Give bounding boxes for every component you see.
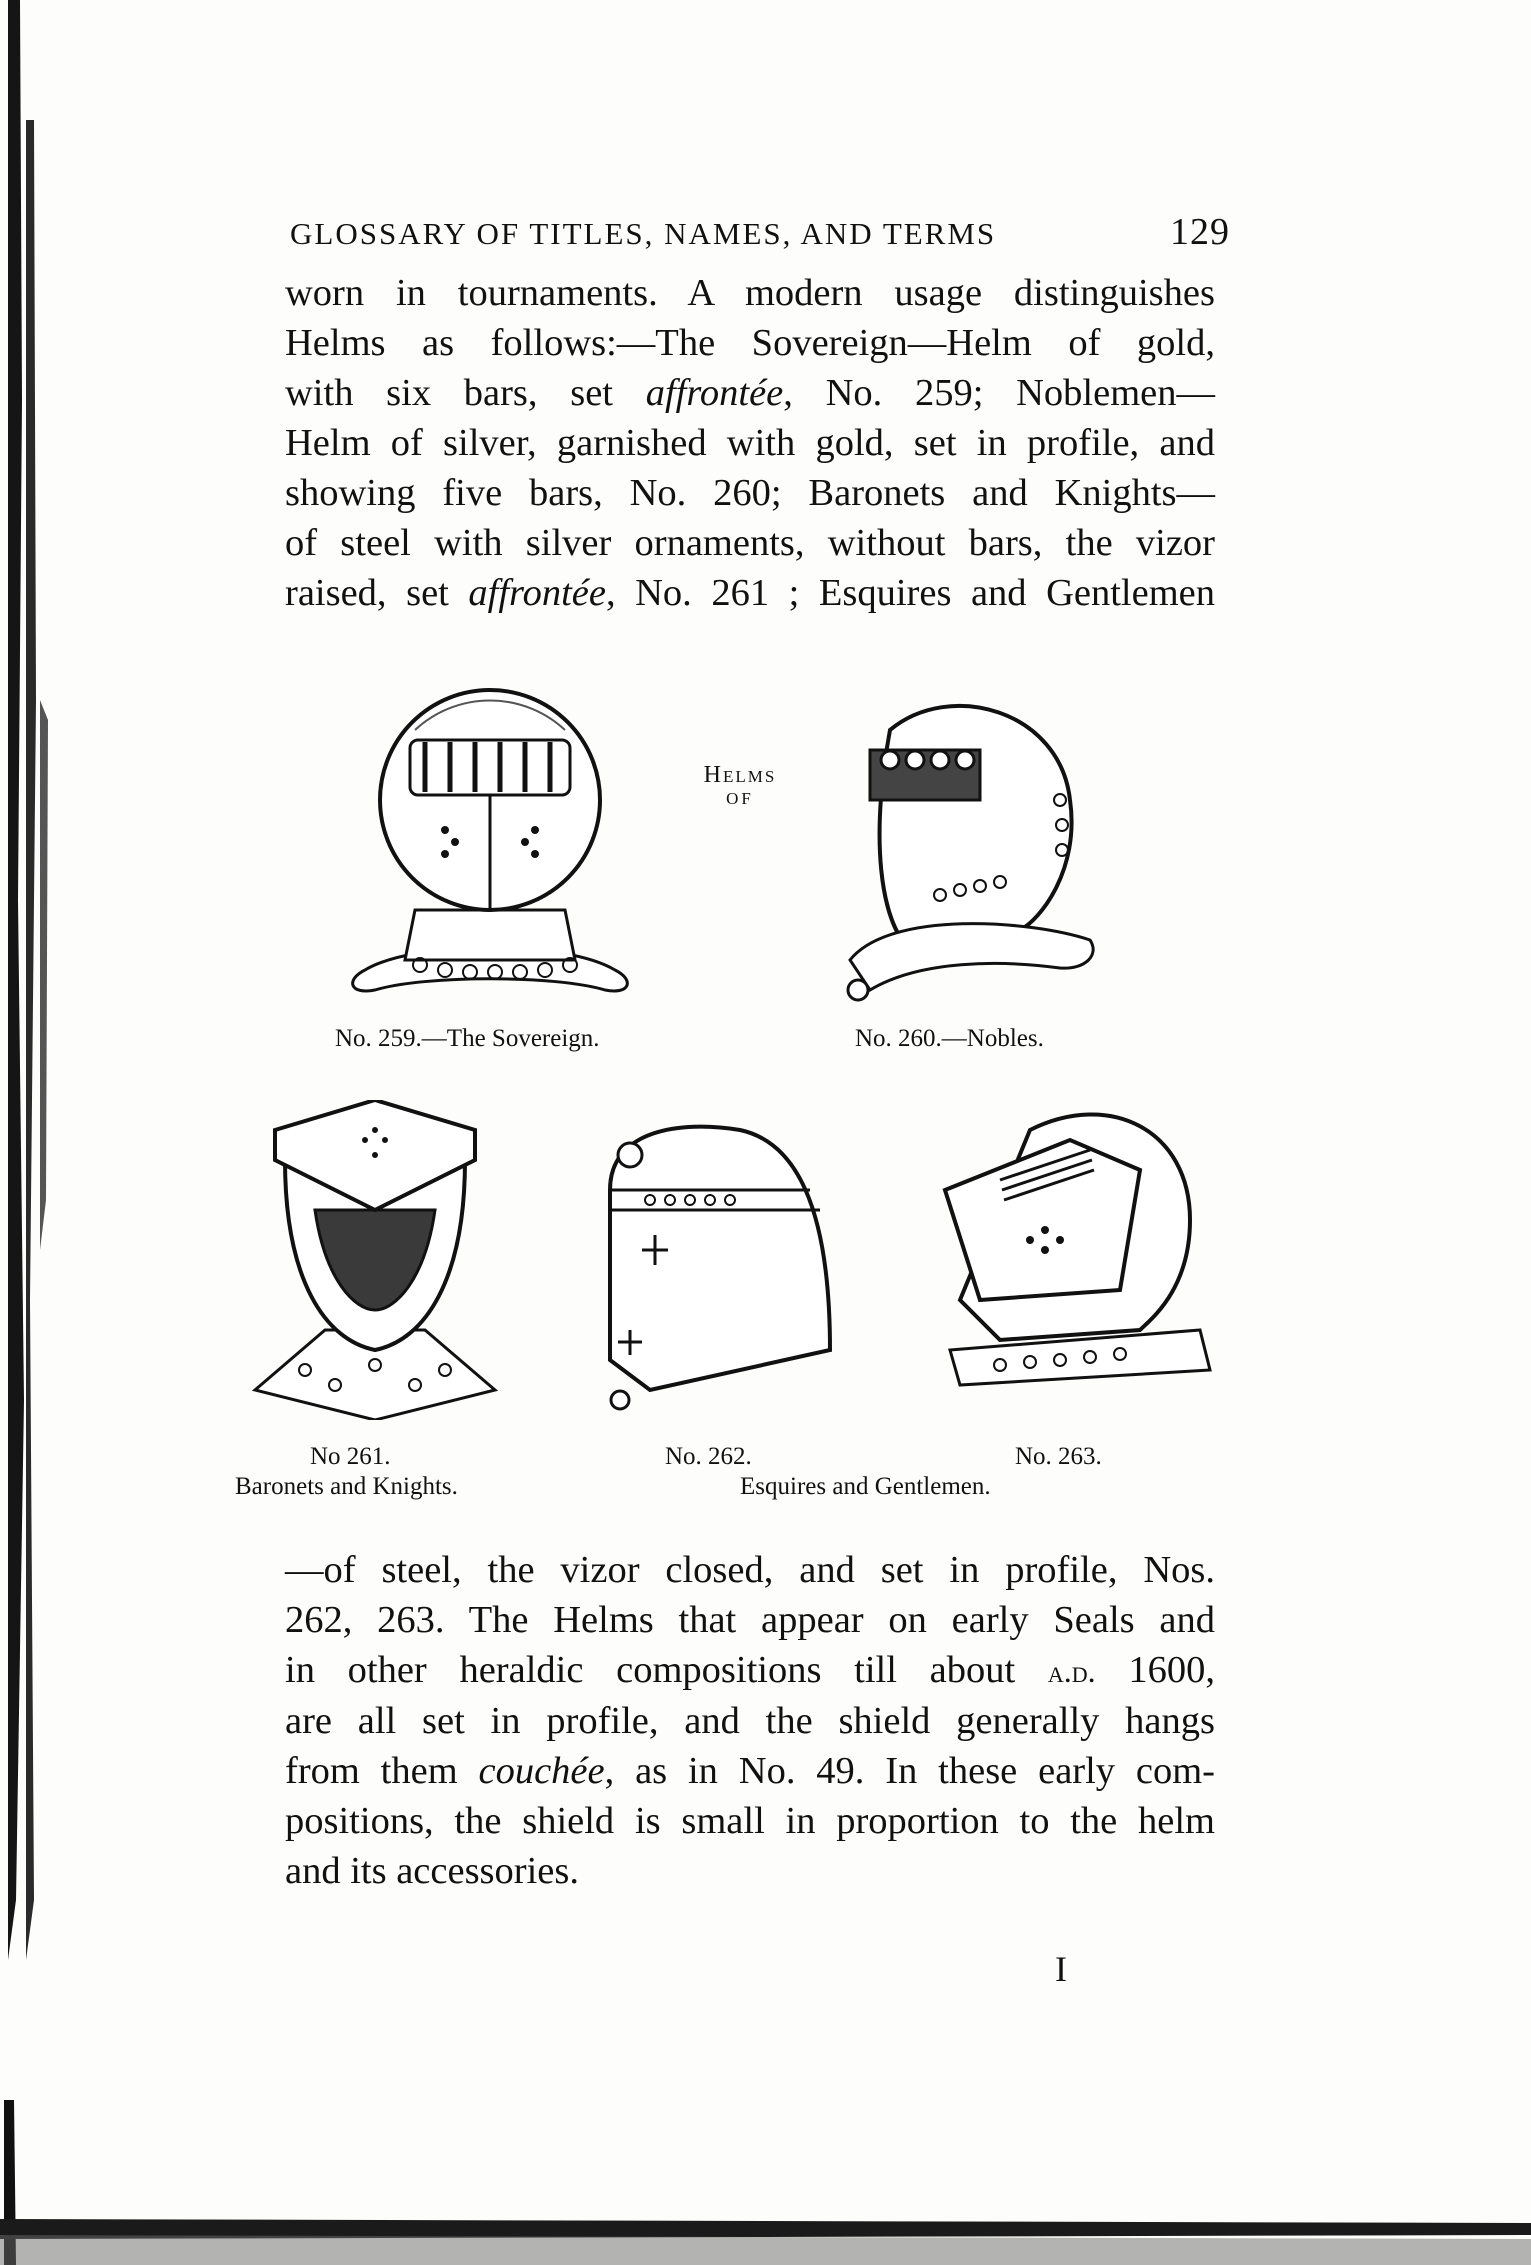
text-line: from them couchée, as in No. 49. In these early com- [285, 1750, 1215, 1792]
caption-262-263-description: Esquires and Gentlemen. [740, 1473, 991, 1500]
caption-261-number: No 261. [310, 1443, 391, 1470]
helm-260-illustration [830, 690, 1110, 1010]
text-line: —of steel, the vizor closed, and set in profile, Nos. [285, 1549, 1215, 1591]
running-head [290, 210, 1230, 254]
text-line: showing five bars, No. 260; Baronets and Knights— [285, 472, 1215, 514]
text-line: of steel with silver ornaments, without bars, the vizor [285, 522, 1215, 564]
text-line: 262, 263. The Helms that appear on early Seals and [285, 1599, 1215, 1641]
page-number: 129 [1170, 211, 1230, 253]
text-line: Helm of silver, garnished with gold, set in profile, and [285, 422, 1215, 464]
binding-edge [0, 0, 70, 2265]
text-line: and its accessories. [285, 1850, 579, 1892]
caption-262-number: No. 262. [665, 1443, 752, 1470]
text-line: Helms as follows:—The Sovereign—Helm of gold, [285, 322, 1215, 364]
text-line: in other heraldic compositions till about a.d. 1600, [285, 1649, 1215, 1691]
italic-term: couchée [478, 1750, 605, 1792]
signature-mark: I [1055, 1949, 1067, 1989]
text-line: with six bars, set affrontée, No. 259; Noblemen— [285, 372, 1215, 414]
caption-261-description: Baronets and Knights. [235, 1473, 458, 1500]
figure-label: Helms OF [703, 762, 777, 808]
paragraph-1 [285, 268, 1215, 618]
text-line: raised, set affrontée, No. 261 ; Esquires and Gentlemen [285, 572, 1215, 614]
caption-263-number: No. 263. [1015, 1443, 1102, 1470]
page-bottom-edge [0, 2195, 1531, 2265]
italic-term: affrontée [468, 572, 606, 614]
helm-262-illustration [590, 1120, 840, 1420]
header-title: GLOSSARY OF TITLES, NAMES, AND TERMS [290, 216, 997, 251]
text-line: worn in tournaments. A modern usage distinguishes [285, 272, 1215, 314]
helm-263-illustration [940, 1100, 1220, 1400]
paragraph-2 [285, 1545, 1215, 1896]
italic-term: affrontée [645, 372, 784, 414]
small-caps-text: a.d. [1047, 1653, 1096, 1689]
caption-259: No. 259.—The Sovereign. [335, 1025, 600, 1052]
text-line: are all set in profile, and the shield generally hangs [285, 1700, 1215, 1742]
helm-261-illustration [245, 1100, 505, 1420]
caption-260: No. 260.—Nobles. [855, 1025, 1044, 1052]
text-line: positions, the shield is small in proportion to the helm [285, 1800, 1215, 1842]
helm-259-illustration [325, 670, 655, 1010]
